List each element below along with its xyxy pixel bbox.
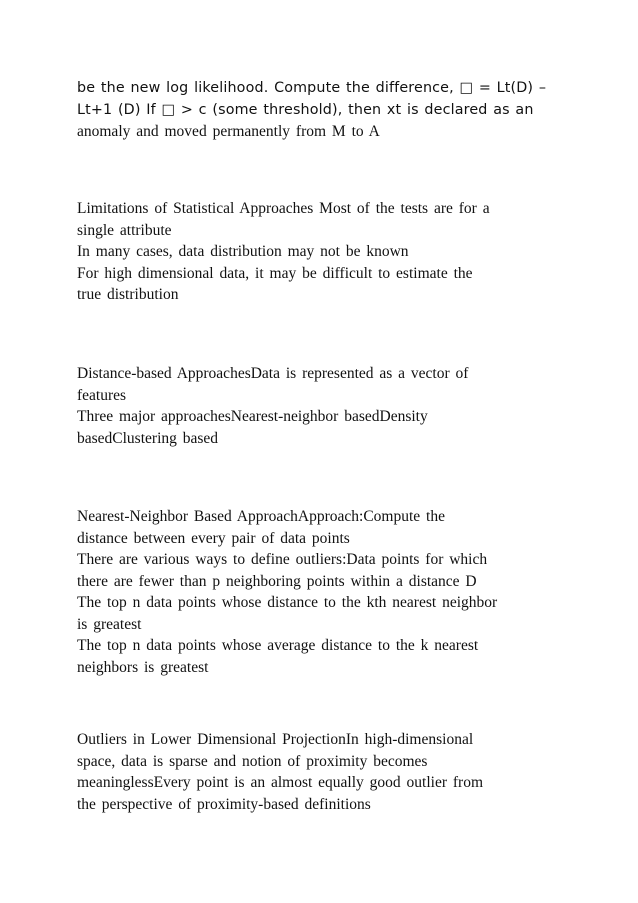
text-line: There are various ways to define outliers:Data points for which xyxy=(77,551,488,568)
text-line: meaninglessEvery point is an almost equally good outlier from xyxy=(77,774,484,791)
text-line: neighbors is greatest xyxy=(77,658,209,676)
text-line: there are fewer than p neighboring points within a distance D xyxy=(77,572,477,590)
text-line: distance between every pair of data points xyxy=(77,529,350,547)
text-line: Distance-based ApproachesData is represented as a vector of xyxy=(77,365,469,382)
paragraph-lower-dimensional-projection xyxy=(77,729,567,815)
text-line: anomaly and moved permanently from M to A xyxy=(77,123,380,140)
paragraph-distance-based xyxy=(77,363,567,449)
paragraph-anomaly-detection xyxy=(77,78,567,143)
text-line: Limitations of Statistical Approaches Most of the tests are for a xyxy=(77,200,490,217)
text-line: Three major approachesNearest-neighbor basedDensity xyxy=(77,408,428,425)
text-line: basedClustering based xyxy=(77,429,219,447)
text-line: Lt+1 (D) If □ > c (some threshold), then xt is declared as an xyxy=(77,101,534,118)
text-line: In many cases, data distribution may not be known xyxy=(77,243,409,260)
paragraph-statistical-limitations xyxy=(77,198,567,306)
text-line: be the new log likelihood. Compute the difference, □ = Lt(D) – xyxy=(77,80,547,96)
text-line: true distribution xyxy=(77,286,179,303)
text-line: The top n data points whose average distance to the k nearest xyxy=(77,637,479,654)
text-line: is greatest xyxy=(77,615,142,633)
text-line: Outliers in Lower Dimensional ProjectionIn high-dimensional xyxy=(77,731,474,748)
text-line: The top n data points whose distance to the kth nearest neighbor xyxy=(77,594,498,611)
text-line: For high dimensional data, it may be difficult to estimate the xyxy=(77,264,473,282)
paragraph-nearest-neighbor xyxy=(77,506,567,678)
text-line: single attribute xyxy=(77,221,172,239)
text-line: the perspective of proximity-based definitions xyxy=(77,795,371,813)
text-line: features xyxy=(77,386,127,404)
text-line: space, data is sparse and notion of proximity becomes xyxy=(77,752,428,770)
text-line: Nearest-Neighbor Based ApproachApproach:Compute the xyxy=(77,508,445,525)
